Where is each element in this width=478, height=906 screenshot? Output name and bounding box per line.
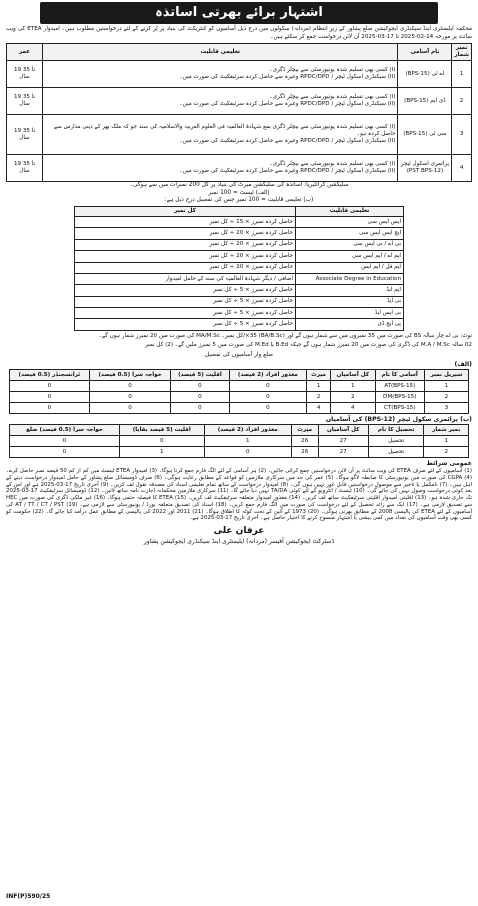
- post-name: پرائمری اسکول ٹیچر (PST BPS-12): [398, 155, 452, 182]
- marks-label: ایس ایس سی: [296, 216, 404, 227]
- cell: 3: [424, 403, 468, 414]
- col-header-no: نمبر شمار: [452, 44, 472, 61]
- col-header: میرٹ: [307, 370, 331, 381]
- posts-row: [7, 88, 472, 115]
- vacancy-table-a: [9, 369, 469, 414]
- marks-formula: حاصل کردہ نمبرز × 20 ÷ کل نمبر: [75, 262, 296, 273]
- note-paragraph: 02 سالہ M.A / M.Sc کی ڈگری کی صورت میں 20 نمبرز شمار ہوں گے جبکہ B.Ed یا M.Ed کی صورت میں 5 نمبرز ملیں گے۔ (2) کل نمبر: [145, 342, 472, 349]
- marks-label: Associate Degree in Education: [296, 273, 404, 284]
- post-qualification: [43, 88, 398, 115]
- post-no: 1: [452, 61, 472, 88]
- marks-label: بی اے / بی ایس سی: [296, 239, 404, 250]
- cell: 0: [10, 447, 120, 458]
- post-no: 3: [452, 115, 472, 155]
- post-name: اے ٹی (BPS-15): [398, 61, 452, 88]
- qualification-line: (I) کسی بھی تسلیم شدہ یونیورسٹی سے بیچلر ڈگری۔: [269, 161, 396, 168]
- cell: 0: [204, 447, 291, 458]
- post-age: 19 تا 35 سال: [7, 61, 43, 88]
- col-header-post: نام آسامی: [398, 44, 452, 61]
- cell: 0: [171, 381, 229, 392]
- col-header: معذور افراد (2 فیصد): [229, 370, 307, 381]
- marks-row: [75, 308, 404, 319]
- col-header: تحصیل کا نام: [368, 425, 424, 436]
- marks-row: [75, 239, 404, 250]
- post-age: 19 تا 35 سال: [7, 155, 43, 182]
- post-qualification: [43, 155, 398, 182]
- cell: 0: [10, 392, 90, 403]
- post-age: 19 تا 35 سال: [7, 88, 43, 115]
- col-header: اقلیت (5 فیصد بقایا): [119, 425, 204, 436]
- marks-formula: حاصل کردہ نمبرز × 20 ÷ کل نمبر: [75, 228, 296, 239]
- col-header: خواجہ سرا (0.5 فیصد): [89, 370, 171, 381]
- posts-row: [7, 155, 472, 182]
- marks-formula: حاصل کردہ نمبرز × 5 ÷ کل نمبر: [75, 285, 296, 296]
- qualification-line: (II) سیکنڈری اسکول ٹیچر / RPDC/DPD وغیرہ سے حاصل کردہ سرٹیفکیٹ کی صورت میں۔: [179, 101, 396, 108]
- vacancy-row: [10, 392, 469, 403]
- district-caption: ضلع وار آسامیوں کی تفصیل: [204, 351, 274, 358]
- cell: 0: [10, 403, 90, 414]
- post-no: 2: [452, 88, 472, 115]
- posts-row: [7, 61, 472, 88]
- col-header-qualification: تعلیمی قابلیت: [296, 206, 404, 216]
- marks-header-row: [75, 206, 404, 216]
- cell: 27: [318, 447, 368, 458]
- section-a-label: (الف): [454, 361, 472, 369]
- col-header-marks: کل نمبر: [75, 206, 296, 216]
- cell: 1: [330, 381, 375, 392]
- col-header: کل آسامیاں: [330, 370, 375, 381]
- marks-formula: حاصل کردہ نمبرز × 15 ÷ کل نمبر: [75, 216, 296, 227]
- col-header-age: عمر: [7, 44, 43, 61]
- section-b-label: (ب) پرائمری سکول ٹیچر (BPS-12) کی آسامیاں: [325, 416, 472, 424]
- cell: 27: [318, 436, 368, 447]
- vacancy-header-row: [10, 370, 469, 381]
- terms-heading: عمومی شرائط: [426, 460, 472, 468]
- cell: 1: [424, 436, 469, 447]
- marks-label: بی ایس ایڈ: [296, 308, 404, 319]
- cell: 0: [229, 381, 307, 392]
- cell: 0: [89, 381, 171, 392]
- post-qualification: [43, 115, 398, 155]
- cell: 4: [307, 403, 331, 414]
- marks-label: پی ایچ ڈی: [296, 319, 404, 330]
- note-paragraph: نوٹ: بی اے چار سالہ BS کی صورت میں 35 نمبروں میں سے شمار ہوں گے اور (BA/B.Sc) 35×/کل نمبر۔ MA/M.Sc کی صورت میں 20 نمبرز شمار ہوں گے۔: [98, 332, 472, 339]
- marks-note-a: (الف) ٹیسٹ = 100 نمبر: [208, 189, 270, 196]
- cell: 0: [171, 392, 229, 403]
- vacancy-row: [10, 447, 469, 458]
- selection-note: سلیکشن کرائٹیریا: اساتذہ کی سلیکشن میرٹ کی بنیاد پر کل 200 نمبرات میں سے ہوگی۔: [129, 182, 349, 189]
- marks-row: [75, 262, 404, 273]
- marks-label: ایم فل / ایم ایس: [296, 262, 404, 273]
- col-header: آسامی کا نام: [375, 370, 424, 381]
- cell: 26: [291, 436, 318, 447]
- cell: 0: [229, 392, 307, 403]
- marks-formula: اضافی / دیگر شہادۃ العالمیہ کی سند کے حامل امیدوار: [75, 273, 296, 284]
- vacancy-row: [10, 436, 469, 447]
- cell: CT(BPS-15): [375, 403, 424, 414]
- reference-number: INF(P)590/25: [6, 893, 51, 900]
- signature-block: [6, 526, 472, 545]
- cell: 0: [89, 403, 171, 414]
- cell: AT(BPS-15): [375, 381, 424, 392]
- marks-label: بی ایڈ: [296, 296, 404, 307]
- post-name: ڈی ایم (BPS-15): [398, 88, 452, 115]
- col-header: نمبر شمار: [424, 425, 469, 436]
- cell: 2: [424, 447, 469, 458]
- cell: تحصیل: [368, 436, 424, 447]
- marks-label: ایم اے / ایم ایس سی: [296, 251, 404, 262]
- col-header: ٹرانسجنڈر (0.5 فیصد): [10, 370, 90, 381]
- qualification-line: (I) کسی بھی تسلیم شدہ یونیورسٹی سے بیچلر ڈگری۔: [269, 94, 396, 101]
- intro-text: محکمہ ایلیمنٹری اینڈ سیکنڈری ایجوکیشن ضلع پشاور کے زیرِ انتظام (مردانہ) سکولوں میں درج ذیل آسامیوں کو کنٹریکٹ کی بنیاد پر پُر کرنے کے لئے درخواستیں مطلوب ہیں۔ امیدوار ETEA کی ویب سائٹ پر مورخہ 14-02-2025 تا 17-03-2025 آن لائن درخواست جمع کر سکتے ہیں۔: [6, 26, 472, 40]
- col-header: معذور افراد (2 فیصد): [204, 425, 291, 436]
- marks-row: [75, 285, 404, 296]
- signer-name: عرفان علی: [213, 525, 265, 536]
- marks-row: [75, 251, 404, 262]
- vacancy-header-row: [10, 425, 469, 436]
- vacancy-row: [10, 403, 469, 414]
- qualification-line: (I) کسی بھی تسلیم شدہ یونیورسٹی سے بیچلر ڈگری بمع شہادۃ العالمیہ فی العلوم العربیہ والاسلامیہ کی سند جو کہ ملک بھر کے دینی مدارس سے حاصل کردہ ہو۔: [53, 124, 396, 138]
- col-header: خواجہ سرا (0.5 فیصد) ضلع: [10, 425, 120, 436]
- post-age: 19 تا 35 سال: [7, 115, 43, 155]
- cell: 0: [10, 381, 90, 392]
- cell: 0: [10, 436, 120, 447]
- cell: 1: [119, 447, 204, 458]
- marks-formula: حاصل کردہ نمبرز × 20 ÷ کل نمبر: [75, 239, 296, 250]
- cell: 0: [171, 403, 229, 414]
- qualification-line: (II) سیکنڈری اسکول ٹیچر / RPDC/DPD وغیرہ سے حاصل کردہ سرٹیفکیٹ کی صورت میں۔: [179, 168, 396, 175]
- marks-row: [75, 216, 404, 227]
- cell: 1: [424, 381, 468, 392]
- qualification-line: (II) سیکنڈری اسکول ٹیچر / RPDC/DPD وغیرہ سے حاصل کردہ سرٹیفکیٹ کی صورت میں۔: [179, 138, 396, 145]
- marks-formula: حاصل کردہ نمبرز × 5 ÷ کل نمبر: [75, 296, 296, 307]
- marks-label: ایم ایڈ: [296, 285, 404, 296]
- qualification-line: (I) کسی بھی تسلیم شدہ یونیورسٹی سے بیچلر ڈگری۔: [269, 67, 396, 74]
- posts-table: [6, 43, 472, 182]
- marks-row: [75, 296, 404, 307]
- marks-note-b: (ب) تعلیمی قابلیت = 100 نمبر جس کی تفصیل درج ذیل ہے:: [164, 197, 314, 204]
- col-header-qualification: تعلیمی قابلیت: [43, 44, 398, 61]
- cell: 2: [307, 392, 331, 403]
- marks-formula: حاصل کردہ نمبرز × 20 ÷ کل نمبر: [75, 251, 296, 262]
- cell: 4: [330, 403, 375, 414]
- marks-label: ایچ ایس ایس سی: [296, 228, 404, 239]
- post-no: 4: [452, 155, 472, 182]
- cell: 0: [119, 436, 204, 447]
- post-qualification: [43, 61, 398, 88]
- marks-row: [75, 273, 404, 284]
- col-header: کل آسامیاں: [318, 425, 368, 436]
- cell: 2: [424, 392, 468, 403]
- cell: 1: [204, 436, 291, 447]
- signer-title: ڈسٹرکٹ ایجوکیشن آفیسر (مردانہ) ایلیمنٹری اینڈ سیکنڈری ایجوکیشن پشاور: [143, 537, 335, 545]
- cell: 2: [330, 392, 375, 403]
- qualification-line: (II) سیکنڈری اسکول ٹیچر / RPDC/DPD وغیرہ سے حاصل کردہ سرٹیفکیٹ کی صورت میں۔: [179, 74, 396, 81]
- col-header: اقلیت (5 فیصد): [171, 370, 229, 381]
- vacancy-row: [10, 381, 469, 392]
- posts-header-row: [7, 44, 472, 61]
- marks-table: [74, 206, 404, 331]
- col-header: میرٹ: [291, 425, 318, 436]
- cell: 26: [291, 447, 318, 458]
- cell: 1: [307, 381, 331, 392]
- col-header: سیریل نمبر: [424, 370, 468, 381]
- cell: 0: [89, 392, 171, 403]
- ad-title: اشتہار برائے بھرتی اساتذہ: [40, 2, 438, 24]
- post-name: سی ٹی (BPS-15): [398, 115, 452, 155]
- vacancy-table-b: [9, 424, 469, 458]
- marks-formula: حاصل کردہ نمبرز × 5 ÷ کل نمبر: [75, 308, 296, 319]
- marks-row: [75, 228, 404, 239]
- cell: DM(BPS-15): [375, 392, 424, 403]
- marks-row: [75, 319, 404, 330]
- posts-row: [7, 115, 472, 155]
- cell: 0: [229, 403, 307, 414]
- cell: تحصیل: [368, 447, 424, 458]
- general-terms: (1) آسامیوں کے لئے صرف ETEA کی ویب سائٹ پر آن لائن درخواستیں جمع کرائی جائیں۔ (2) ہر آسامی کے لئے الگ فارم جمع کرنا ہوگا۔ (3) امیدوار ETEA ٹیسٹ میں کم از کم 50 فیصد نمبر حاصل کرے۔ (4) CGPA کی صورت میں یونیورسٹی کا ضابطہ لاگو ہوگا۔ (5) عمر کی حد میں سرکاری ملازمین کو قواعد کے مطابق رعایت ہوگی۔ (6) صرف ڈومیسائل ضلع پشاور کے حامل امیدوار درخواست دینے کے اہل ہیں۔ (7) نامکمل یا تاخیر سے موصول درخواستیں قابلِ غور نہیں ہوں گی۔ (8) امیدوار درخواست کے ساتھ تمام تعلیمی اسناد کی مصدقہ نقول لف کریں۔ (9) آخری تاریخ 17-03-2025 ہے اور اس کے بعد کوئی درخواست وصول نہیں کی جائے گی۔ (10) ٹیسٹ / انٹرویو کے لئے کوئی TA/DA نہیں دیا جائے گا۔ (11) سرکاری ملازمین محکمانہ اجازت نامہ ساتھ لائیں۔ (12) ڈومیسائل سرٹیفکیٹ 17-03-2025 تک جاری شدہ ہو۔ (13) اقلیتی امیدوار اقلیتی سرٹیفکیٹ ساتھ لف کریں۔ (14) معذور امیدوار متعلقہ سرٹیفکیٹ لف کریں۔ (15) ETEA کا فیصلہ حتمی ہوگا۔ (16) غیر ملکی ڈگری کی صورت میں HEC سے تصدیق لازمی ہے۔ (17) ایک سے زائد تحصیل کے لئے درخواست کی صورت میں الگ فارم جمع کریں۔ (18) اسناد کی تصدیق متعلقہ بورڈ / یونیورسٹی سے لازمی ہے۔ (19) AT / TT / CT / PST کی آسامیوں کے لئے ETEA کی پالیسی 2008 کے مطابق بھرتی ہوگی۔ (20) 1973 کے آئین کے تحت کوٹہ کا اطلاق ہوگا۔ (21) 2011 اور 2022 کی پالیسی کے مطابق عمل درآمد کیا جائے گا۔ (22) حکومت کو کسی بھی وقت آسامیوں کی تعداد میں کمی بیشی یا اشتہار منسوخ کرنے کا اختیار حاصل ہے۔ آخری تاریخ 17-03-2025 ہے۔: [6, 468, 473, 522]
- marks-formula: حاصل کردہ نمبرز × 5 ÷ کل نمبر: [75, 319, 296, 330]
